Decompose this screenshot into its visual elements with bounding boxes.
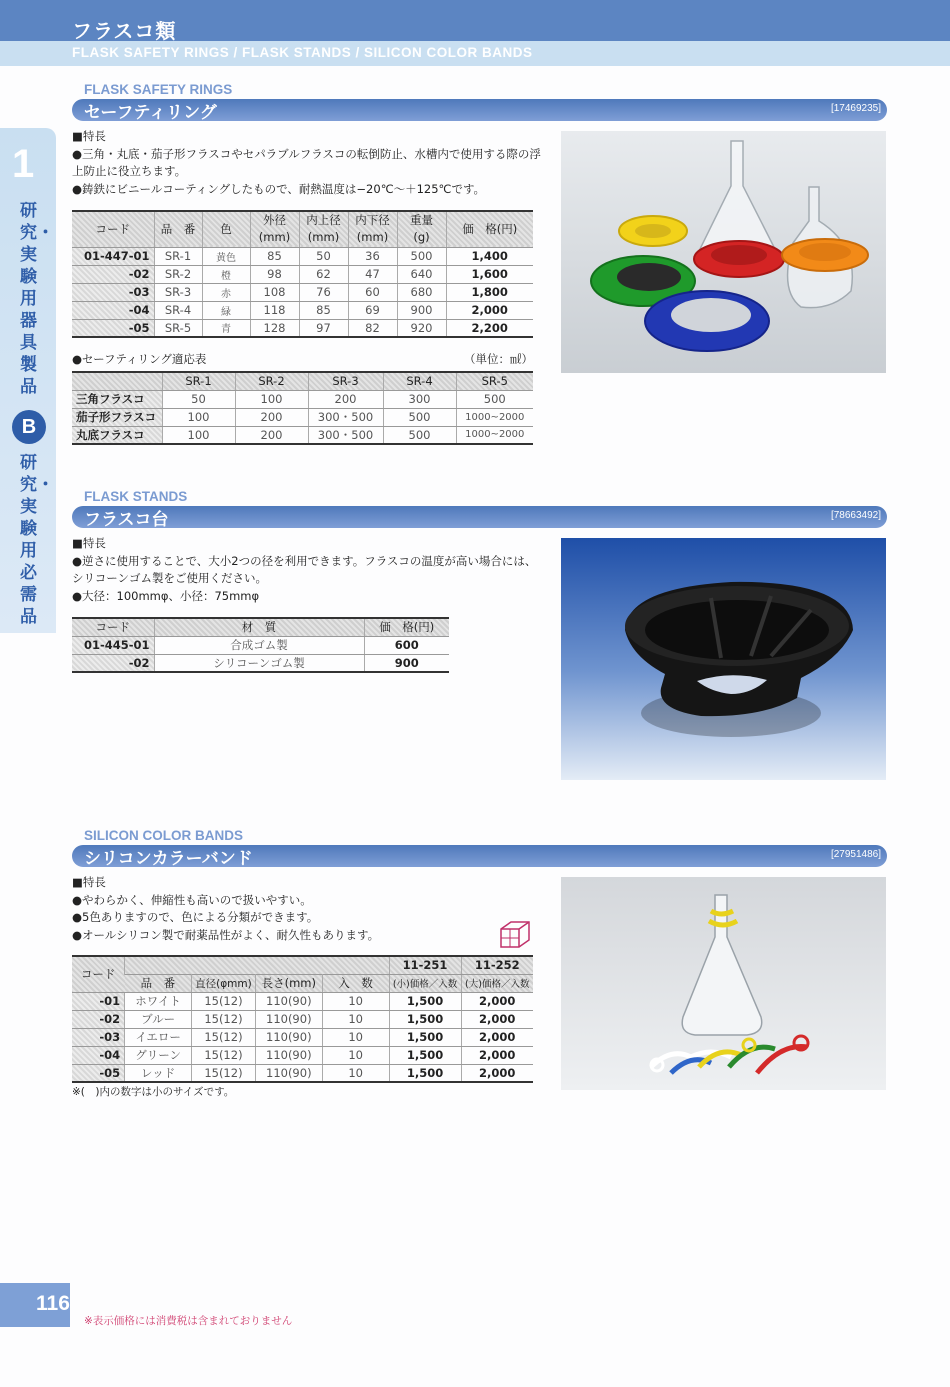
cell: 200	[235, 426, 308, 444]
col-header: (小)価格／入数	[389, 974, 461, 992]
tax-footnote: ※表示価格には消費税は含まれておりません	[84, 1315, 293, 1327]
cell: 300・500	[308, 426, 383, 444]
col-header: 外径 (mm)	[250, 211, 299, 247]
table-row	[72, 992, 533, 1010]
cell: 110(90)	[255, 1046, 322, 1064]
cell-code: -05	[72, 319, 154, 337]
cell: 500	[397, 247, 446, 265]
feature-line: ●鋳鉄にビニールコーティングしたもので、耐熱温度は−20℃〜＋125℃です。	[72, 181, 486, 196]
col-header: コード	[72, 211, 154, 247]
cell: イエロー	[125, 1028, 192, 1046]
cell: 82	[348, 319, 397, 337]
cell-code: 01-445-01	[72, 636, 154, 654]
cell: 15(12)	[192, 992, 256, 1010]
table-row	[72, 654, 449, 672]
cell: 128	[250, 319, 299, 337]
col-header: (大)価格／入数	[461, 974, 533, 992]
table-row	[72, 426, 533, 444]
cell: SR-5	[154, 319, 202, 337]
bands-note: ※( )内の数字は小のサイズです。	[72, 1086, 235, 1098]
cell-price: 2,000	[461, 992, 533, 1010]
cell-code: -02	[72, 265, 154, 283]
cell: 10	[322, 1028, 389, 1046]
stands-code: [78663492]	[830, 510, 881, 521]
cell-label: 茄子形フラスコ	[72, 408, 162, 426]
table-row	[72, 283, 533, 301]
features-heading: ■特長	[72, 129, 106, 143]
bands-features	[72, 874, 547, 944]
section-label: 研究・実験用必需品	[20, 453, 54, 627]
col-header	[72, 372, 162, 390]
col-header: SR-1	[162, 372, 235, 390]
cell-price: 600	[364, 636, 449, 654]
table-row	[72, 1064, 533, 1082]
flask-stand-photo	[561, 538, 886, 780]
cell: 108	[250, 283, 299, 301]
rings-en-title: FLASK SAFETY RINGS	[84, 82, 233, 97]
cell: 69	[348, 301, 397, 319]
col-header: SR-2	[235, 372, 308, 390]
cell: SR-2	[154, 265, 202, 283]
table-row	[72, 301, 533, 319]
stands-title: フラスコ台	[84, 510, 169, 530]
cell: 500	[456, 390, 533, 408]
cell: 200	[235, 408, 308, 426]
cell: 900	[397, 301, 446, 319]
package-box-icon	[498, 919, 532, 949]
feature-line: ●やわらかく、伸縮性も高いので扱いやすい。	[72, 892, 312, 907]
cell-price: 1,800	[446, 283, 533, 301]
cell-price: 1,400	[446, 247, 533, 265]
bands-spec-table	[72, 955, 533, 1083]
cell: 97	[299, 319, 348, 337]
compat-unit: （単位：㎖）	[464, 352, 533, 366]
cell: 640	[397, 265, 446, 283]
feature-line: ●5色ありますので、色による分類ができます。	[72, 910, 319, 924]
cell: 118	[250, 301, 299, 319]
page-subtitle: FLASK SAFETY RINGS / FLASK STANDS / SILICON COLOR BANDS	[72, 45, 533, 60]
cell-price: 2,000	[461, 1028, 533, 1046]
col-header: 色	[202, 211, 250, 247]
bands-en-title: SILICON COLOR BANDS	[84, 828, 244, 843]
cell: 15(12)	[192, 1064, 256, 1082]
col-header: 内下径 (mm)	[348, 211, 397, 247]
stands-en-title: FLASK STANDS	[84, 489, 188, 504]
table-row	[72, 1028, 533, 1046]
table-row	[72, 247, 533, 265]
chapter-side-tab	[0, 128, 56, 1288]
table-row	[72, 636, 449, 654]
col-header: 入 数	[322, 974, 389, 992]
col-header: 品 番	[154, 211, 202, 247]
cell: レッド	[125, 1064, 192, 1082]
cell: 50	[162, 390, 235, 408]
stands-title-bar	[72, 506, 887, 528]
cell: 85	[299, 301, 348, 319]
cell-code: -04	[72, 301, 154, 319]
features-heading: ■特長	[72, 536, 106, 550]
cell: 50	[299, 247, 348, 265]
col-header: SR-4	[383, 372, 456, 390]
table-row	[72, 390, 533, 408]
cell-price: 2,000	[461, 1010, 533, 1028]
cell: 100	[235, 390, 308, 408]
cell-code: -04	[72, 1046, 125, 1064]
table-row	[72, 319, 533, 337]
page-number: 116	[36, 1292, 70, 1315]
cell: シリコーンゴム製	[154, 654, 364, 672]
cell: 200	[308, 390, 383, 408]
cell-price: 2,000	[461, 1046, 533, 1064]
cell: 100	[162, 426, 235, 444]
cell: 920	[397, 319, 446, 337]
safety-rings-photo	[561, 131, 886, 373]
cell-price: 900	[364, 654, 449, 672]
cell-price: 1,600	[446, 265, 533, 283]
cell: 60	[348, 283, 397, 301]
col-header: SR-5	[456, 372, 533, 390]
chapter-number: 1	[12, 142, 35, 186]
cell-price: 1,500	[389, 1010, 461, 1028]
col-header: コード	[72, 956, 125, 992]
col-header: 重量 (g)	[397, 211, 446, 247]
cell-price: 2,000	[461, 1064, 533, 1082]
cell: 98	[250, 265, 299, 283]
cell-price: 2,200	[446, 319, 533, 337]
cell: 1000~2000	[456, 408, 533, 426]
cell: 62	[299, 265, 348, 283]
cell: 緑	[202, 301, 250, 319]
cell-code: -01	[72, 992, 125, 1010]
feature-line: ●三角・丸底・茄子形フラスコやセパラブルフラスコの転倒防止、水槽内で使用する際の浮上防止に役立ちます。	[72, 146, 541, 178]
cell: 110(90)	[255, 1064, 322, 1082]
col-header: 材 質	[154, 618, 364, 636]
feature-line: ●大径：100mmφ、小径：75mmφ	[72, 588, 260, 603]
cell-price: 1,500	[389, 1046, 461, 1064]
cell-price: 1,500	[389, 1028, 461, 1046]
cell: 110(90)	[255, 992, 322, 1010]
cell-code: -02	[72, 1010, 125, 1028]
cell: 100	[162, 408, 235, 426]
bands-title-bar	[72, 845, 887, 867]
table-row	[72, 1046, 533, 1064]
col-header: 品 番	[125, 974, 192, 992]
cell: 橙	[202, 265, 250, 283]
cell: SR-1	[154, 247, 202, 265]
cell: 合成ゴム製	[154, 636, 364, 654]
col-header: 内上径 (mm)	[299, 211, 348, 247]
col-header: 価 格(円)	[446, 211, 533, 247]
cell-price: 1,500	[389, 992, 461, 1010]
rings-compat-table	[72, 371, 533, 445]
cell: 85	[250, 247, 299, 265]
col-header: 11-251	[389, 956, 461, 974]
cell: 680	[397, 283, 446, 301]
cell-code: -03	[72, 283, 154, 301]
table-row	[72, 408, 533, 426]
cell: 110(90)	[255, 1010, 322, 1028]
rings-title: セーフティリング	[84, 103, 217, 123]
bands-title: シリコンカラーバンド	[84, 849, 253, 869]
cell: SR-3	[154, 283, 202, 301]
feature-line: ●オールシリコン製で耐薬品性がよく、耐久性もあります。	[72, 927, 380, 942]
cell: 10	[322, 992, 389, 1010]
cell: 47	[348, 265, 397, 283]
cell-code: -05	[72, 1064, 125, 1082]
silicon-bands-photo	[561, 877, 886, 1090]
col-header: コード	[72, 618, 154, 636]
cell: 15(12)	[192, 1010, 256, 1028]
col-header: 長さ(mm)	[255, 974, 322, 992]
stands-features	[72, 535, 547, 605]
col-header: 11-252	[461, 956, 533, 974]
cell: 1000~2000	[456, 426, 533, 444]
cell: ホワイト	[125, 992, 192, 1010]
cell: 10	[322, 1046, 389, 1064]
cell: 76	[299, 283, 348, 301]
rings-features	[72, 128, 547, 198]
rings-spec-table	[72, 210, 533, 338]
cell-label: 丸底フラスコ	[72, 426, 162, 444]
cell-code: 01-447-01	[72, 247, 154, 265]
cell: グリーン	[125, 1046, 192, 1064]
cell: 10	[322, 1064, 389, 1082]
cell-code: -03	[72, 1028, 125, 1046]
cell: 36	[348, 247, 397, 265]
cell: 赤	[202, 283, 250, 301]
cell: 300・500	[308, 408, 383, 426]
page-title: フラスコ類	[72, 19, 177, 43]
cell-price: 2,000	[446, 301, 533, 319]
feature-line: ●逆さに使用することで、大小2つの径を利用できます。フラスコの温度が高い場合には、シリコーンゴム製をご使用ください。	[72, 553, 537, 585]
cell-price: 1,500	[389, 1064, 461, 1082]
cell: SR-4	[154, 301, 202, 319]
compat-title: ●セーフティリング適応表	[72, 352, 207, 366]
cell: 10	[322, 1010, 389, 1028]
cell: 110(90)	[255, 1028, 322, 1046]
col-header: 直径(φmm)	[192, 974, 256, 992]
cell: 青	[202, 319, 250, 337]
cell: 500	[383, 426, 456, 444]
cell: 15(12)	[192, 1028, 256, 1046]
bands-code: [27951486]	[830, 849, 881, 860]
cell: 15(12)	[192, 1046, 256, 1064]
compat-heading-row	[72, 351, 533, 369]
cell: 黄色	[202, 247, 250, 265]
features-heading: ■特長	[72, 875, 106, 889]
cell: 300	[383, 390, 456, 408]
col-header: SR-3	[308, 372, 383, 390]
cell-code: -02	[72, 654, 154, 672]
rings-title-bar	[72, 99, 887, 121]
table-row	[72, 265, 533, 283]
section-badge: B	[12, 410, 46, 444]
cell-label: 三角フラスコ	[72, 390, 162, 408]
rings-code: [17469235]	[830, 103, 881, 114]
stands-spec-table	[72, 617, 449, 673]
cell: ブルー	[125, 1010, 192, 1028]
cell: 500	[383, 408, 456, 426]
table-row	[72, 1010, 533, 1028]
chapter-label: 研究・実験用器具製品	[20, 201, 54, 397]
col-header: 価 格(円)	[364, 618, 449, 636]
